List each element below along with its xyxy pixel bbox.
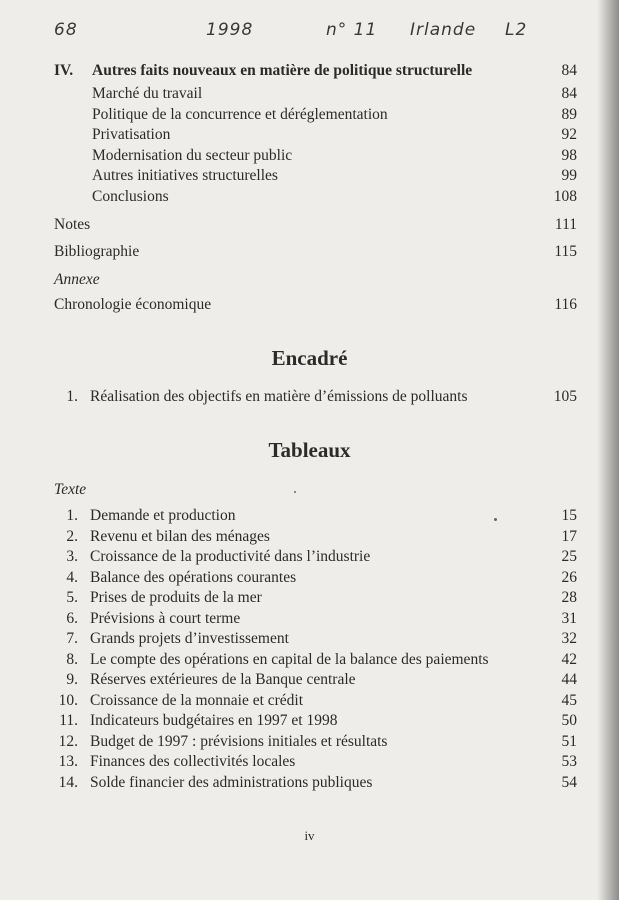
tableau-entry-page: 53	[561, 753, 577, 770]
toc-notes-page: 111	[554, 216, 577, 233]
toc-entry-page: 99	[561, 167, 577, 184]
scan-speck	[294, 491, 296, 493]
tableau-entry	[54, 588, 262, 607]
toc-entry-page: 89	[561, 106, 577, 123]
encadre-entry	[54, 387, 468, 406]
scan-speck	[494, 518, 497, 521]
tableau-entry	[54, 629, 289, 648]
tableau-entry	[54, 691, 303, 710]
tableau-entry-label: Croissance de la productivité dans l’industrie	[90, 548, 371, 565]
tableau-entry	[54, 732, 387, 751]
handwritten-note-code: L2	[505, 20, 528, 40]
tableau-entry-label: Grands projets d’investissement	[90, 630, 289, 647]
tableau-entry-page: 15	[561, 507, 577, 524]
tableau-entry-page: 32	[561, 630, 577, 647]
tableau-entry-page: 42	[561, 650, 577, 668]
tableau-entry-label: Prévisions à court terme	[90, 609, 241, 627]
tableau-entry-label: Demande et production	[90, 507, 236, 524]
tableau-entry-label: Réserves extérieures de la Banque centrale	[90, 671, 356, 688]
tableau-entry-label: Budget de 1997 : prévisions initiales et résultats	[90, 732, 388, 750]
tableau-entry-page: 54	[561, 773, 577, 791]
toc-notes: Notes	[54, 216, 91, 233]
tableau-entry	[54, 773, 372, 792]
toc-bibliographie: Bibliographie	[54, 243, 140, 260]
toc-entry: Marché du travail	[92, 85, 203, 102]
section-iv-page: 84	[561, 62, 577, 79]
tableau-entry	[54, 752, 295, 771]
toc-entry-page: 84	[561, 85, 577, 102]
toc-bibliographie-page: 115	[554, 243, 577, 260]
tableau-entry-number: 6.	[66, 609, 78, 627]
toc-entry: Conclusions	[92, 188, 169, 205]
toc-entry-page: 108	[553, 188, 577, 205]
section-iv-heading	[54, 61, 472, 80]
toc-entry-page: 98	[561, 147, 577, 164]
tableau-entry-number: 5.	[66, 589, 78, 606]
tableau-entry-page: 28	[561, 589, 577, 606]
handwritten-note-number: n° 11	[326, 20, 378, 40]
tableau-entry	[54, 711, 338, 730]
tableau-entry-number: 4.	[66, 568, 78, 586]
tableau-entry-number: 12.	[58, 732, 78, 750]
tableau-entry-label: Indicateurs budgétaires en 1997 et 1998	[90, 712, 338, 729]
tableau-entry-number: 11.	[59, 712, 78, 729]
tableau-entry-label: Revenu et bilan des ménages	[90, 527, 270, 545]
tableau-entry-number: 8.	[66, 650, 78, 668]
handwritten-note-country: Irlande	[410, 20, 477, 40]
tableau-entry-number: 3.	[66, 548, 78, 565]
tableau-entry	[54, 650, 489, 669]
tableau-entry	[54, 568, 296, 587]
tableau-entry-label: Croissance de la monnaie et crédit	[90, 691, 304, 709]
tableau-entry	[54, 609, 240, 628]
section-iv-numeral: IV.	[54, 62, 74, 79]
tableau-entry-number: 2.	[66, 527, 78, 545]
page-edge-shadow	[597, 0, 619, 900]
encadre-heading: Encadré	[271, 346, 348, 370]
tableau-entry-number: 9.	[66, 671, 78, 688]
handwritten-note-year: 1998	[206, 20, 254, 40]
tableau-entry-number: 10.	[58, 691, 78, 709]
toc-entry-page: 92	[561, 126, 577, 143]
tableau-entry-page: 51	[561, 732, 577, 750]
tableau-entry-number: 7.	[66, 630, 78, 647]
toc-entry: Politique de la concurrence et déréglementation	[92, 106, 388, 123]
section-iv-title: Autres faits nouveaux en matière de politique structurelle	[92, 62, 473, 79]
tableaux-heading: Tableaux	[268, 438, 351, 462]
handwritten-note-68: 68	[54, 20, 78, 40]
tableau-entry-number: 14.	[58, 773, 78, 791]
tableau-entry-page: 45	[561, 691, 577, 709]
tableau-entry-page: 17	[561, 527, 577, 545]
tableau-entry-label: Balance des opérations courantes	[90, 568, 297, 586]
tableau-entry	[54, 506, 235, 525]
encadre-entry-label: Réalisation des objectifs en matière d’émissions de polluants	[90, 388, 468, 405]
tableau-entry-page: 26	[561, 568, 577, 586]
tableau-entry-number: 13.	[58, 753, 78, 770]
tableau-entry-page: 25	[561, 548, 577, 565]
tableau-entry-number: 1.	[66, 507, 78, 524]
tableau-entry	[54, 670, 356, 689]
tableau-entry-label: Finances des collectivités locales	[90, 753, 296, 770]
toc-chronologie-page: 116	[554, 296, 577, 313]
page-folio: iv	[304, 828, 315, 843]
tableau-entry	[54, 547, 370, 566]
toc-entry: Autres initiatives structurelles	[92, 167, 278, 184]
toc-entry: Privatisation	[92, 126, 171, 143]
encadre-entry-number: 1.	[66, 388, 78, 405]
tableau-entry-label: Solde financier des administrations publiques	[90, 773, 373, 791]
tableau-entry-page: 50	[561, 712, 577, 729]
tableau-entry	[54, 527, 270, 546]
toc-annexe-label: Annexe	[54, 271, 100, 288]
tableaux-subheading: Texte	[54, 481, 87, 498]
toc-chronologie: Chronologie économique	[54, 296, 212, 313]
tableau-entry-label: Le compte des opérations en capital de la balance des paiements	[90, 650, 489, 668]
tableau-entry-page: 44	[561, 671, 577, 688]
tableau-entry-label: Prises de produits de la mer	[90, 589, 262, 606]
tableau-entry-page: 31	[561, 609, 577, 627]
encadre-entry-page: 105	[553, 388, 577, 405]
toc-entry: Modernisation du secteur public	[92, 147, 293, 164]
